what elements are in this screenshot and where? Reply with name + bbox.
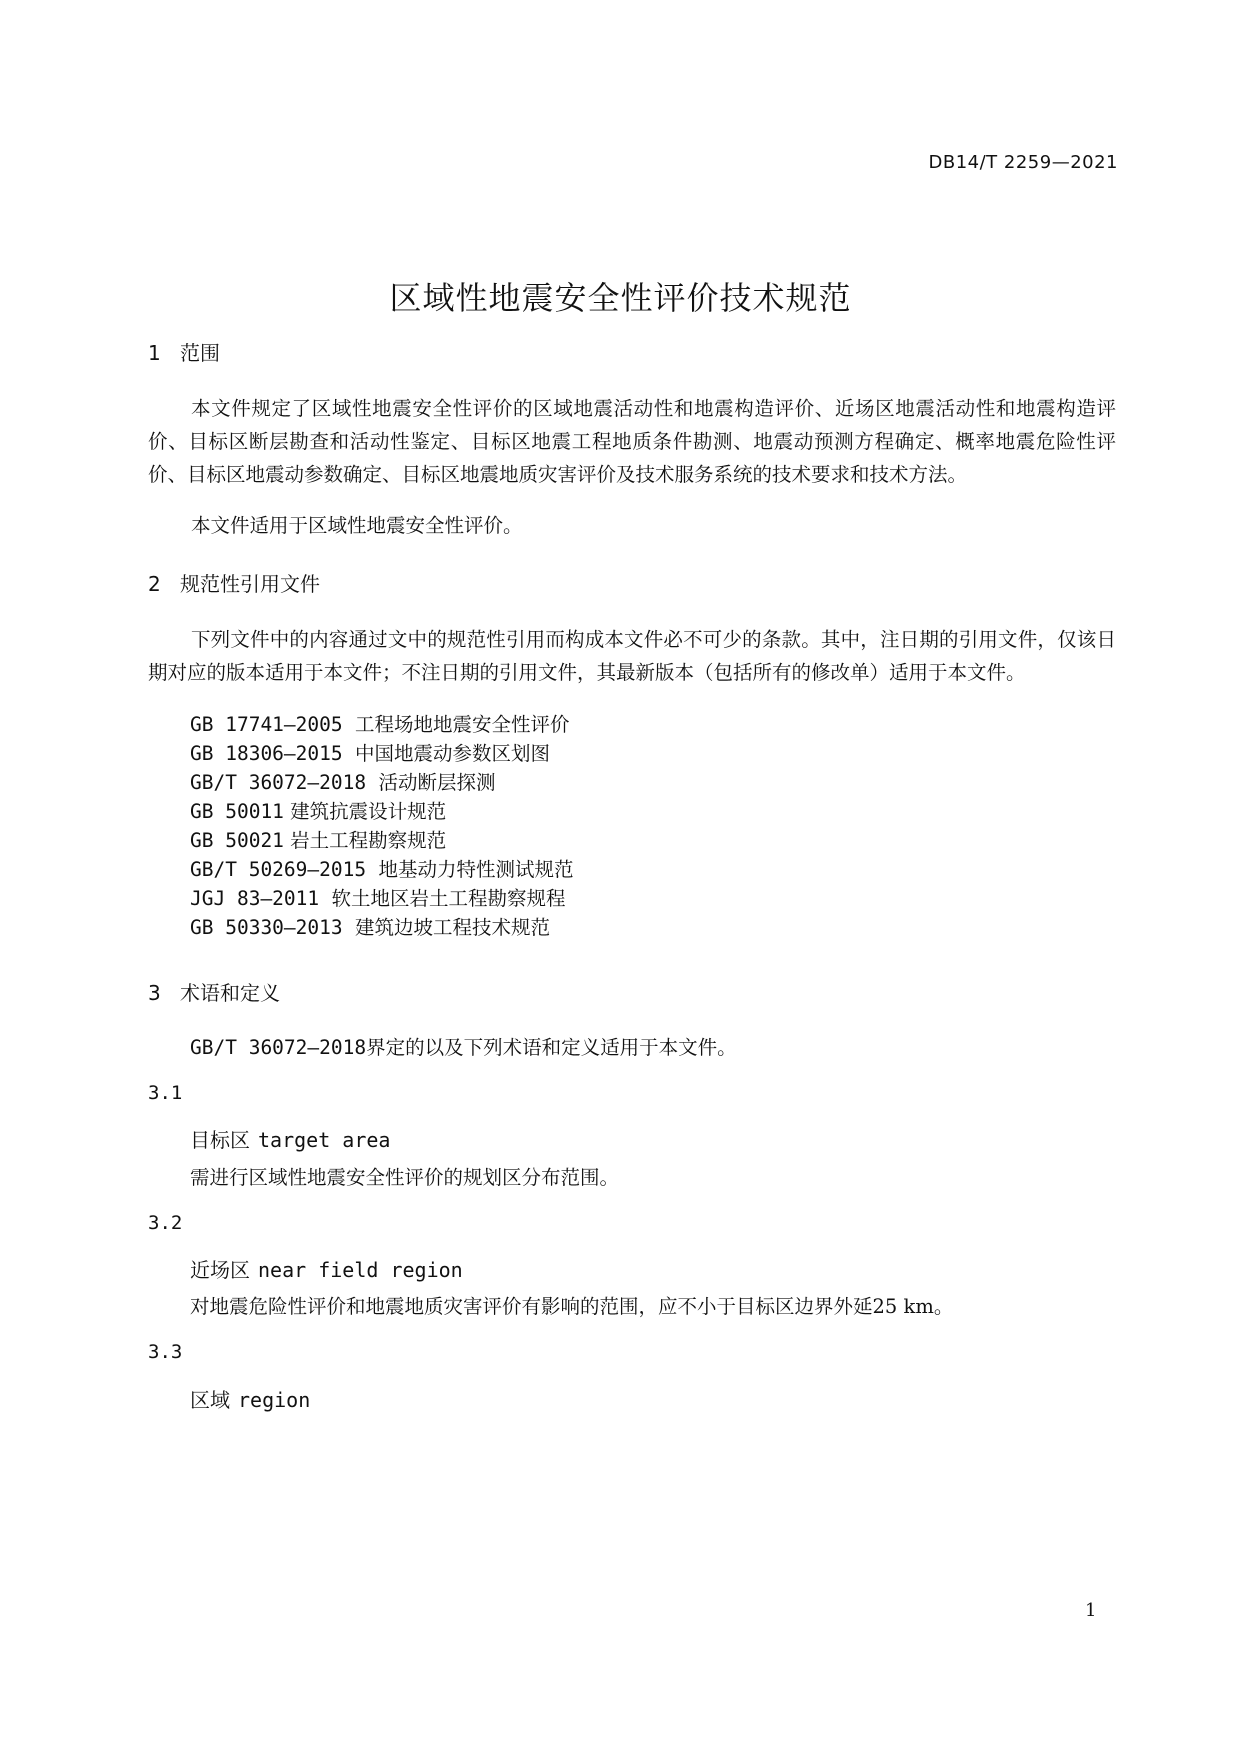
section-1-paragraph-2 bbox=[148, 509, 1116, 542]
reference-code: GB 18306—2015 bbox=[190, 742, 343, 765]
paragraph-text: 本文件适用于区域性地震安全性评价。 bbox=[191, 514, 523, 537]
reference-title: 建筑抗震设计规范 bbox=[290, 800, 447, 823]
term-english: target area bbox=[258, 1128, 391, 1152]
term-definition: 对地震危险性评价和地震地质灾害评价有影响的范围，应不小于目标区边界外延25 km。 bbox=[190, 1295, 954, 1318]
page-title: 区域性地震安全性评价技术规范 bbox=[389, 279, 852, 317]
reference-item bbox=[190, 911, 550, 944]
term-heading bbox=[190, 1384, 310, 1413]
section-number: 1 bbox=[148, 341, 161, 365]
paragraph-text: 本文件规定了区域性地震安全性评价的区域地震活动性和地震构造评价、近场区地震活动性和地震构造评价、目标区断层勘查和活动性鉴定、目标区地震工程地质条件勘测、地震动预测方程确定、概率地震危险性评价、目标区地震动参数确定、目标区地震地质灾害评价及技术服务系统的技术要求和技术方法。 bbox=[148, 397, 1116, 486]
section-title: 范围 bbox=[180, 341, 220, 365]
paragraph-text: 下列文件中的内容通过文中的规范性引用而构成本文件必不可少的条款。其中，注日期的引用文件，仅该日期对应的版本适用于本文件；不注日期的引用文件，其最新版本（包括所有的修改单）适用于本文件。 bbox=[148, 628, 1116, 684]
section-title: 规范性引用文件 bbox=[180, 572, 320, 596]
term-english: region bbox=[238, 1388, 311, 1412]
section-number: 2 bbox=[148, 572, 161, 596]
section-number: 3 bbox=[148, 981, 161, 1005]
term-chinese: 目标区 bbox=[190, 1128, 250, 1152]
document-code: DB14/T 2259—2021 bbox=[928, 152, 1118, 173]
section-3-intro bbox=[190, 1031, 737, 1064]
term-number: 3.1 bbox=[148, 1082, 183, 1104]
term-chinese: 区域 bbox=[190, 1388, 230, 1412]
section-title: 术语和定义 bbox=[180, 981, 280, 1005]
reference-code: JGJ 83—2011 bbox=[190, 887, 320, 910]
reference-title: 地基动力特性测试规范 bbox=[378, 858, 574, 881]
intro-text: 界定的以及下列术语和定义适用于本文件。 bbox=[366, 1036, 737, 1059]
reference-title: 活动断层探测 bbox=[378, 771, 496, 794]
section-1-paragraph-1 bbox=[148, 392, 1116, 491]
reference-title: 建筑边坡工程技术规范 bbox=[355, 916, 551, 939]
reference-code: GB 50330—2013 bbox=[190, 916, 343, 939]
reference-code: GB 17741—2005 bbox=[190, 713, 343, 736]
reference-title: 软土地区岩土工程勘察规程 bbox=[331, 887, 566, 910]
term-heading bbox=[190, 1254, 463, 1283]
term-number: 3.2 bbox=[148, 1212, 183, 1234]
section-3-heading bbox=[148, 977, 280, 1006]
section-1-heading bbox=[148, 337, 220, 366]
reference-code: GB 50021 bbox=[190, 829, 284, 852]
reference-title: 中国地震动参数区划图 bbox=[355, 742, 551, 765]
intro-reference: GB/T 36072—2018 bbox=[190, 1036, 367, 1059]
reference-title: 工程场地地震安全性评价 bbox=[355, 713, 570, 736]
page-number: 1 bbox=[1085, 1600, 1097, 1621]
section-2-paragraph-1 bbox=[148, 623, 1116, 689]
term-number: 3.3 bbox=[148, 1341, 183, 1363]
term-english: near field region bbox=[258, 1258, 463, 1282]
term-heading bbox=[190, 1124, 390, 1153]
reference-code: GB/T 36072—2018 bbox=[190, 771, 367, 794]
reference-code: GB 50011 bbox=[190, 800, 284, 823]
term-definition: 需进行区域性地震安全性评价的规划区分布范围。 bbox=[190, 1166, 620, 1189]
term-chinese: 近场区 bbox=[190, 1258, 250, 1282]
reference-code: GB/T 50269—2015 bbox=[190, 858, 367, 881]
reference-title: 岩土工程勘察规范 bbox=[290, 829, 447, 852]
section-2-heading bbox=[148, 568, 320, 597]
